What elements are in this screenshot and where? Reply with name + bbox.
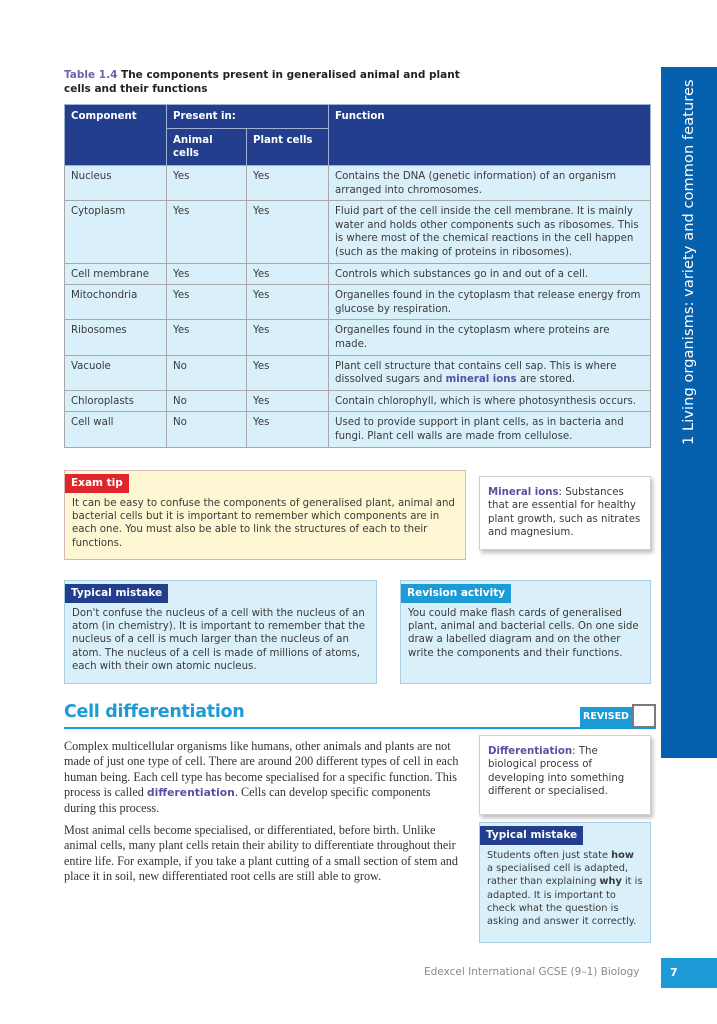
cell-component: Chloroplasts [65,390,167,412]
cell-animal: Yes [167,285,247,320]
components-table [64,104,651,448]
cell-plant: Yes [247,390,329,412]
typical-mistake-text [480,845,650,932]
key-term-differentiation: differentiation [146,786,235,800]
header-animal-cells: Animal cells [167,129,247,166]
table-row [65,201,651,263]
definition-term: Differentiation [488,746,573,757]
cell-animal: Yes [167,263,247,285]
cell-function: Organelles found in the cytoplasm where proteins are made. [329,320,651,355]
chapter-title: 1 Living organisms: variety and common features [681,79,697,445]
header-plant-cells: Plant cells [247,129,329,166]
emphasis-how: how [611,850,634,861]
cell-component: Nucleus [65,166,167,201]
cell-plant: Yes [247,201,329,263]
text-run: are stored. [516,374,576,386]
cell-animal: Yes [167,320,247,355]
typical-mistake-box-2 [479,822,651,943]
paragraph-text: . Cells can develop specific components during this process. [64,785,431,815]
cell-animal: Yes [167,201,247,263]
cell-component: Cell membrane [65,263,167,285]
table-row [65,166,651,201]
revised-checkbox[interactable] [632,704,656,728]
cell-component: Mitochondria [65,285,167,320]
table-row [65,412,651,447]
definition-text: : Substances that are essential for healthy plant growth, such as nitrates and magnesium. [488,487,641,539]
key-term-mineral-ions: mineral ions [445,374,517,386]
cell-component: Ribosomes [65,320,167,355]
chapter-tab [661,67,717,758]
cell-plant: Yes [247,285,329,320]
text-run: Plant cell structure that contains cell sap. This is where dissolved sugars and [335,360,617,386]
section-heading [64,704,656,729]
body-paragraph: Most animal cells become specialised, or differentiated, before birth. Unlike animal cells, many plant cells retain their ability to differentiate throughout their entire life. For example, if you take a plant cutting of a small section of stem and place it in soil, new differentiated root cells are still able to grow. [64,823,458,884]
exam-tip-box [64,470,466,560]
cell-animal: No [167,390,247,412]
header-function: Function [329,105,651,166]
emphasis-why: why [599,876,622,888]
typical-mistake-box [64,580,377,684]
text-run: Students often just state [487,850,612,861]
table-number: Table 1.4 [64,69,118,81]
header-component: Component [65,105,167,166]
typical-mistake-label: Typical mistake [480,826,583,845]
definition-text: : The biological process of developing into something different or specialised. [488,746,625,798]
cell-plant: Yes [247,320,329,355]
table-row [65,390,651,412]
table-caption-text: The components present in generalised animal and plant cells and their functions [64,69,460,95]
revision-activity-label: Revision activity [401,584,511,603]
exam-tip-label: Exam tip [65,474,129,493]
cell-function: Organelles found in the cytoplasm that release energy from glucose by respiration. [329,285,651,320]
cell-animal: No [167,412,247,447]
cell-function: Fluid part of the cell inside the cell membrane. It is mainly water and holds other components such as ribosomes. This is where most of the chemical reactions in the cell happen (such as the making of proteins in ribosomes). [329,201,651,263]
table-row [65,320,651,355]
definition-term: Mineral ions [488,487,559,498]
section-title: Cell differentiation [64,702,245,722]
cell-function: Contains the DNA (genetic information) of an organism arranged into chromosomes. [329,166,651,201]
cell-plant: Yes [247,412,329,447]
table-row [65,355,651,390]
body-paragraph [64,739,462,816]
cell-function: Used to provide support in plant cells, as in bacteria and fungi. Plant cell walls are made from cellulose. [329,412,651,447]
cell-component: Cytoplasm [65,201,167,263]
table-row [65,285,651,320]
revision-activity-text: You could make flash cards of generalised plant, animal and bacterial cells. On one side draw a labelled diagram and on the other write the components and their functions. [408,608,639,659]
cell-animal: No [167,355,247,390]
cell-function: Controls which substances go in and out of a cell. [329,263,651,285]
cell-component: Vacuole [65,355,167,390]
table-header-row [65,105,651,129]
cell-plant: Yes [247,263,329,285]
footer-book-title: Edexcel International GCSE (9–1) Biology [424,966,640,978]
text-run: a specialised cell is adapted, rather than explaining [487,863,629,888]
cell-plant: Yes [247,166,329,201]
paragraph-text: Complex multicellular organisms like humans, other animals and plants are not made of just one type of cell. There are around 200 different types of cell in each human being. Each cell type has become specialised for a specific function. This process is called [64,739,459,800]
definition-differentiation [479,735,651,815]
typical-mistake-label: Typical mistake [65,584,168,603]
cell-function [329,355,651,390]
table-caption [64,68,484,96]
revision-activity-box [400,580,651,684]
typical-mistake-text: Don't confuse the nucleus of a cell with the nucleus of an atom (in chemistry). It is important to remember that the nucleus of a cell is much larger than the nucleus of an atom. The nucleus of a cell is made of millions of atoms, each with their own atomic nucleus. [72,608,365,672]
header-present-in: Present in: [167,105,329,129]
cell-component: Cell wall [65,412,167,447]
table-row [65,263,651,285]
cell-plant: Yes [247,355,329,390]
exam-tip-text: It can be easy to confuse the components of generalised plant, animal and bacterial cells but it is important to remember which components are in each one. You must also be able to link the structures of each to their functions. [72,498,455,549]
cell-animal: Yes [167,166,247,201]
revised-label: REVISED [580,707,632,727]
page-number: 7 [661,958,717,988]
text-run: it is adapted. It is important to check what the question is asking and answer it correctly. [487,876,643,928]
definition-mineral-ions [479,476,651,550]
cell-function: Contain chlorophyll, which is where photosynthesis occurs. [329,390,651,412]
